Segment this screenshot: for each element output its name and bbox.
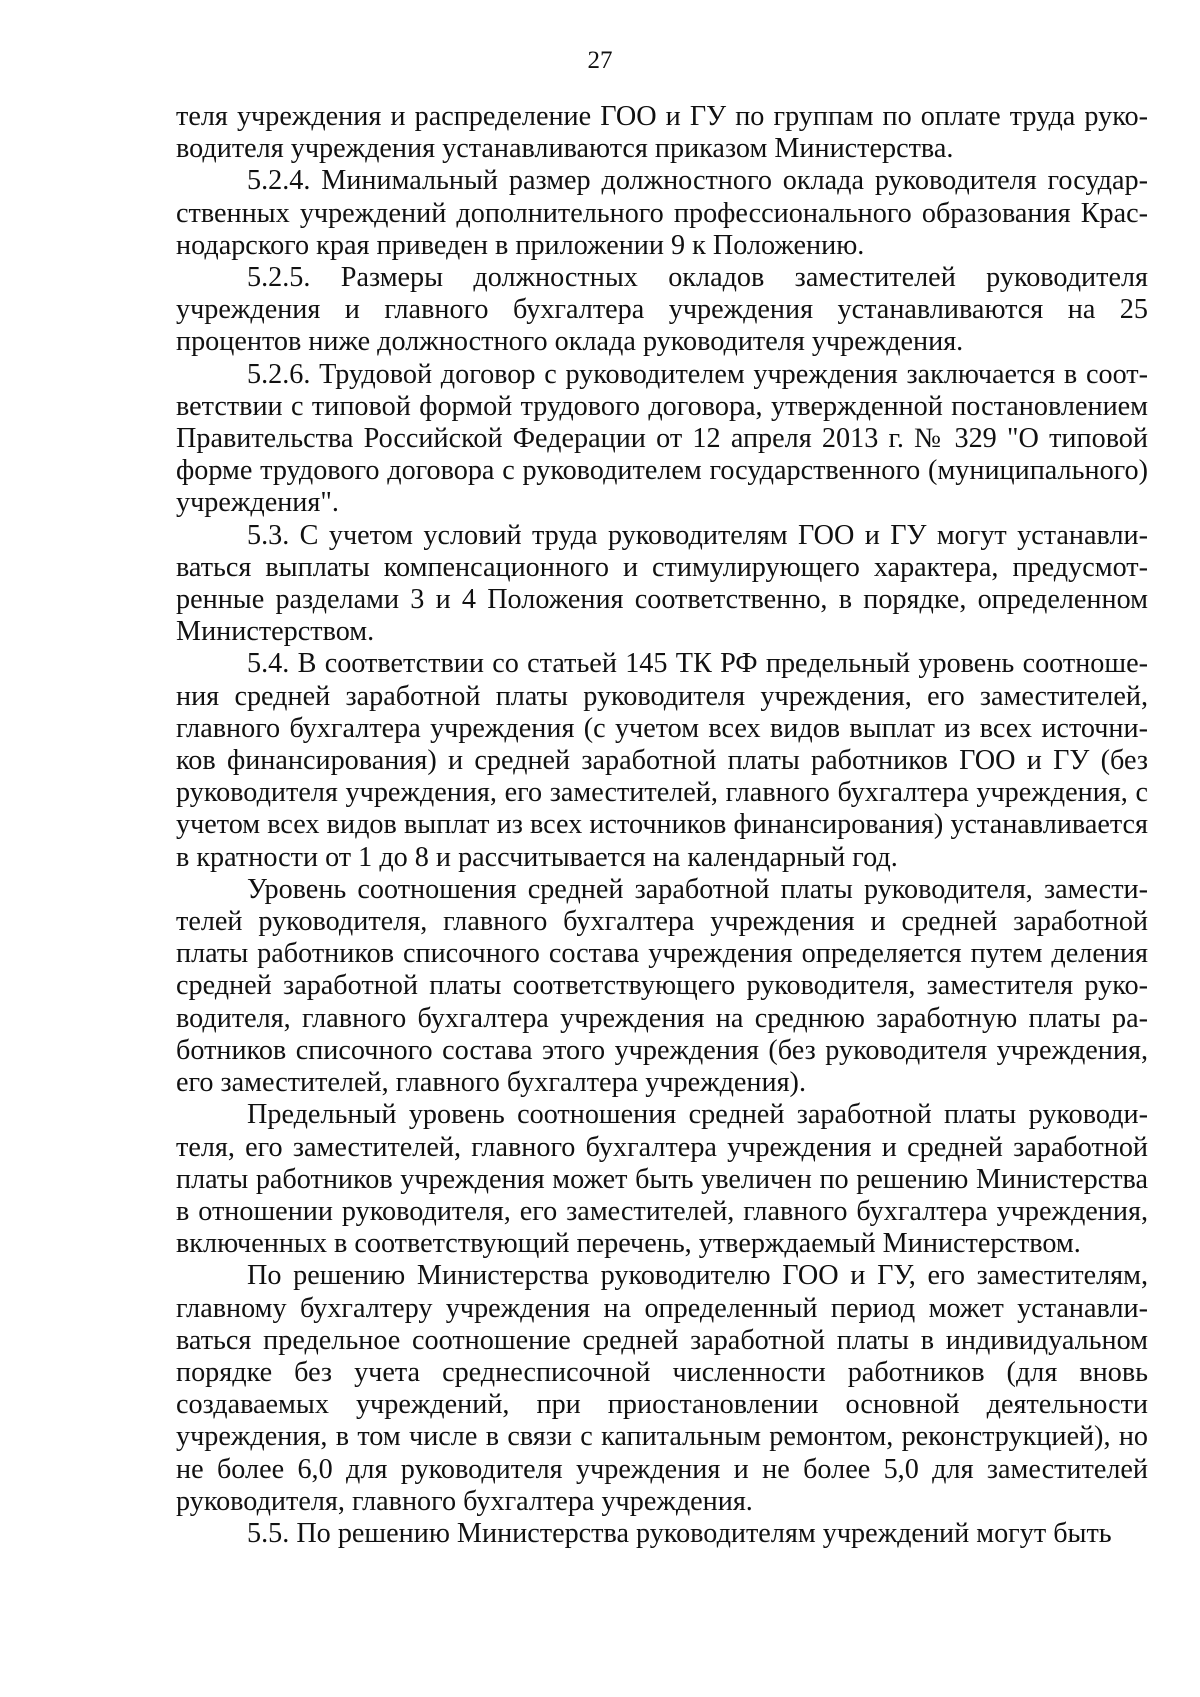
paragraph-ratio-definition: Уровень соотношения средней заработной платы руководителя, заместителей руководителя, главного бухгалтера учреждения и средней заработной платы работников списочного состава учреждения определяется путем деления средней заработной платы соответствующего руководителя, заместителя руководителя, главного бухгалтера учреждения на среднюю заработную платы работников списочного состава этого учреждения (без руководителя учреждения, его заместителей, главного бухгалтера учреждения).	[176, 873, 1148, 1099]
page-body	[176, 101, 1148, 1550]
paragraph-individual-ratio: По решению Министерства руководителю ГОО и ГУ, его заместителям, главному бухгалтеру учреждения на определенный период может устанавливаться предельное соотношение средней заработной платы в индивидуальном порядке без учета среднесписочной численности работников (для вновь создаваемых учреждений, при приостановлении основной деятельности учреждения, в том числе в связи с капитальным ремонтом, реконструкцией), но не более 6,0 для руководителя учреждения и не более 5,0 для заместителей руководителя, главного бухгалтера учреждения.	[176, 1260, 1148, 1517]
paragraph-5-2-6: 5.2.6. Трудовой договор с руководителем учреждения заключается в соответствии с типовой формой трудового договора, утвержденной постановлением Правительства Российской Федерации от 12 апреля 2013 г. № 329 "О типовой форме трудового договора с руководителем государственного (муниципального) учреждения".	[176, 358, 1148, 519]
paragraph-ratio-increase: Предельный уровень соотношения средней заработной платы руководителя, его заместителей, главного бухгалтера учреждения и средней заработной платы работников учреждения может быть увеличен по решению Министерства в отношении руководителя, его заместителей, главного бухгалтера учреждения, включенных в соответствующий перечень, утверждаемый Министерством.	[176, 1099, 1148, 1260]
paragraph-continuation: теля учреждения и распределение ГОО и ГУ по группам по оплате труда руководителя учреждения устанавливаются приказом Министерства.	[176, 101, 1148, 165]
paragraph-5-5: 5.5. По решению Министерства руководителям учреждений могут быть	[247, 1517, 1112, 1549]
paragraph-5-3: 5.3. С учетом условий труда руководителям ГОО и ГУ могут устанавливаться выплаты компенсационного и стимулирующего характера, предусмотренные разделами 3 и 4 Положения соответственно, в порядке, определенном Министерством.	[176, 519, 1148, 648]
paragraph-5-2-5: 5.2.5. Размеры должностных окладов заместителей руководителя учреждения и главного бухгалтера учреждения устанавливаются на 25 процентов ниже должностного оклада руководителя учреждения.	[176, 262, 1148, 358]
page-number: 27	[587, 47, 613, 74]
paragraph-5-2-4: 5.2.4. Минимальный размер должностного оклада руководителя государственных учреждений дополнительного профессионального образования Краснодарского края приведен в приложении 9 к Положению.	[176, 165, 1148, 261]
paragraph-5-4: 5.4. В соответствии со статьей 145 ТК РФ предельный уровень соотношения средней заработной платы руководителя учреждения, его заместителей, главного бухгалтера учреждения (с учетом всех видов выплат из всех источников финансирования) и средней заработной платы работников ГОО и ГУ (без руководителя учреждения, его заместителей, главного бухгалтера учреждения, с учетом всех видов выплат из всех источников финансирования) устанавливается в кратности от 1 до 8 и рассчитывается на календарный год.	[176, 648, 1148, 873]
